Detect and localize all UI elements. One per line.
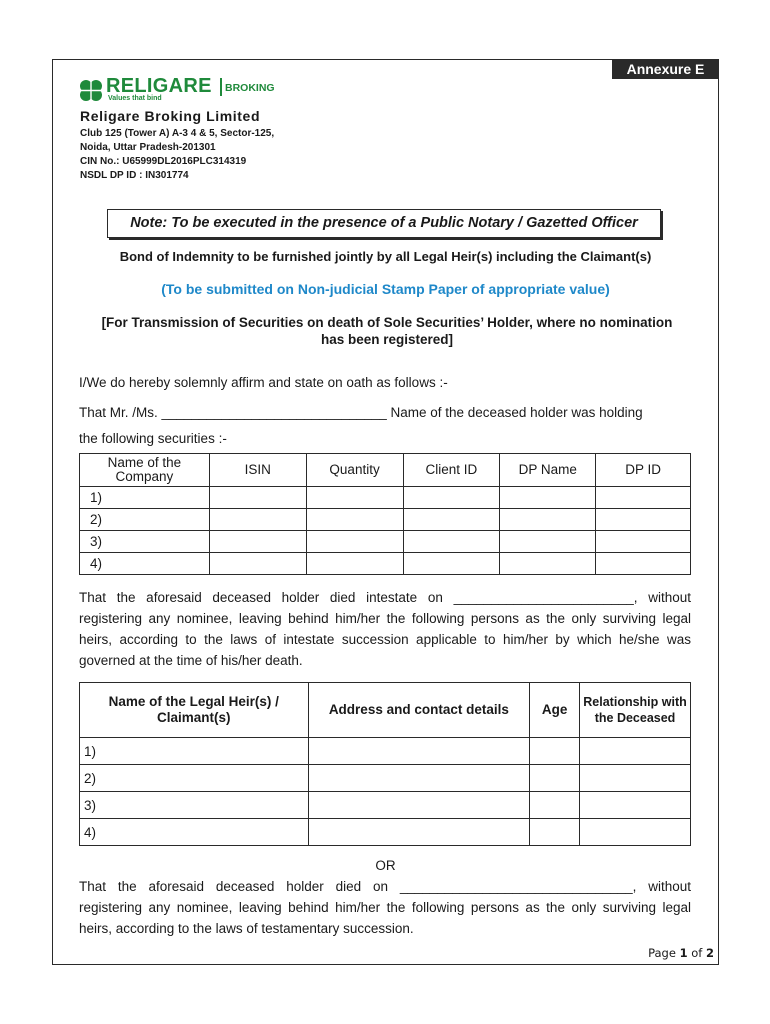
header-client-id: Client ID	[403, 454, 500, 487]
table-row	[80, 509, 691, 531]
header-heir-name: Name of the Legal Heir(s) / Claimant(s)	[80, 683, 309, 738]
clover-icon	[78, 78, 104, 104]
table-row	[80, 765, 691, 792]
page-current: 1	[679, 946, 688, 960]
deceased-holder-line: That Mr. /Ms. ______________________________ Name of the deceased holder was holding	[79, 405, 643, 420]
header-dp-name: DP Name	[500, 454, 596, 487]
securities-table	[79, 453, 691, 575]
row-number: 2)	[80, 509, 210, 531]
legal-heirs-table	[79, 682, 691, 846]
header-company-name: Name of the Company	[80, 454, 210, 487]
stamp-paper-heading: (To be submitted on Non-judicial Stamp Paper of appropriate value)	[161, 281, 610, 297]
page-number	[648, 946, 714, 960]
logo-tagline: Values that bind	[108, 95, 162, 102]
address-line-1: Club 125 (Tower A) A-3 4 & 5, Sector-125,	[80, 128, 275, 139]
page-total: 2	[705, 946, 714, 960]
or-separator: OR	[375, 858, 396, 873]
header-relationship: Relationship with the Deceased	[580, 683, 691, 738]
logo-brand: RELIGARE	[106, 75, 212, 97]
address-line-2: Noida, Uttar Pradesh-201301	[80, 142, 216, 153]
row-number: 3)	[80, 531, 210, 553]
page-prefix: Page	[648, 946, 676, 960]
table-row	[80, 738, 691, 765]
table-row	[80, 531, 691, 553]
affirm-statement: I/We do hereby solemnly affirm and state on oath as follows :-	[79, 375, 448, 390]
table-row	[80, 819, 691, 846]
transmission-heading: [For Transmission of Securities on death of Sole Securities’ Holder, where no nomination has been registered]	[101, 315, 673, 347]
row-number: 4)	[80, 819, 309, 846]
row-number: 2)	[80, 765, 309, 792]
row-number: 4)	[80, 553, 210, 575]
company-name: Religare Broking Limited	[80, 108, 261, 124]
header-address: Address and contact details	[308, 683, 530, 738]
header-dp-id: DP ID	[596, 454, 691, 487]
table-row	[80, 553, 691, 575]
annexure-label: Annexure E	[612, 59, 719, 79]
row-number: 1)	[80, 738, 309, 765]
row-number: 3)	[80, 792, 309, 819]
nsdl-dp-id: NSDL DP ID : IN301774	[80, 170, 189, 181]
page-of: of	[691, 946, 703, 960]
notary-note: Note: To be executed in the presence of a Public Notary / Gazetted Officer	[107, 209, 661, 238]
row-number: 1)	[80, 487, 210, 509]
header-quantity: Quantity	[306, 454, 403, 487]
logo-division: BROKING	[225, 82, 275, 94]
table-row	[80, 792, 691, 819]
cin-number: CIN No.: U65999DL2016PLC314319	[80, 156, 247, 167]
securities-intro: the following securities :-	[79, 431, 227, 446]
logo-separator	[220, 78, 222, 96]
bond-heading: Bond of Indemnity to be furnished jointly by all Legal Heir(s) including the Claimant(s)	[119, 249, 652, 264]
testamentary-paragraph: That the aforesaid deceased holder died on _______________________________, without registering any nominee, leaving behind him/her the following persons as the only surviving legal heirs, according to the laws of testamentary succession.	[79, 879, 691, 936]
header-isin: ISIN	[209, 454, 306, 487]
table-row	[80, 487, 691, 509]
header-age: Age	[530, 683, 580, 738]
intestate-paragraph: That the aforesaid deceased holder died intestate on ________________________, without registering any nominee, leaving behind him/her the following persons as the only surviving legal heirs, according to the laws of intestate succession applicable to him/her by which he/she was governed at the time of his/her death.	[79, 590, 691, 668]
